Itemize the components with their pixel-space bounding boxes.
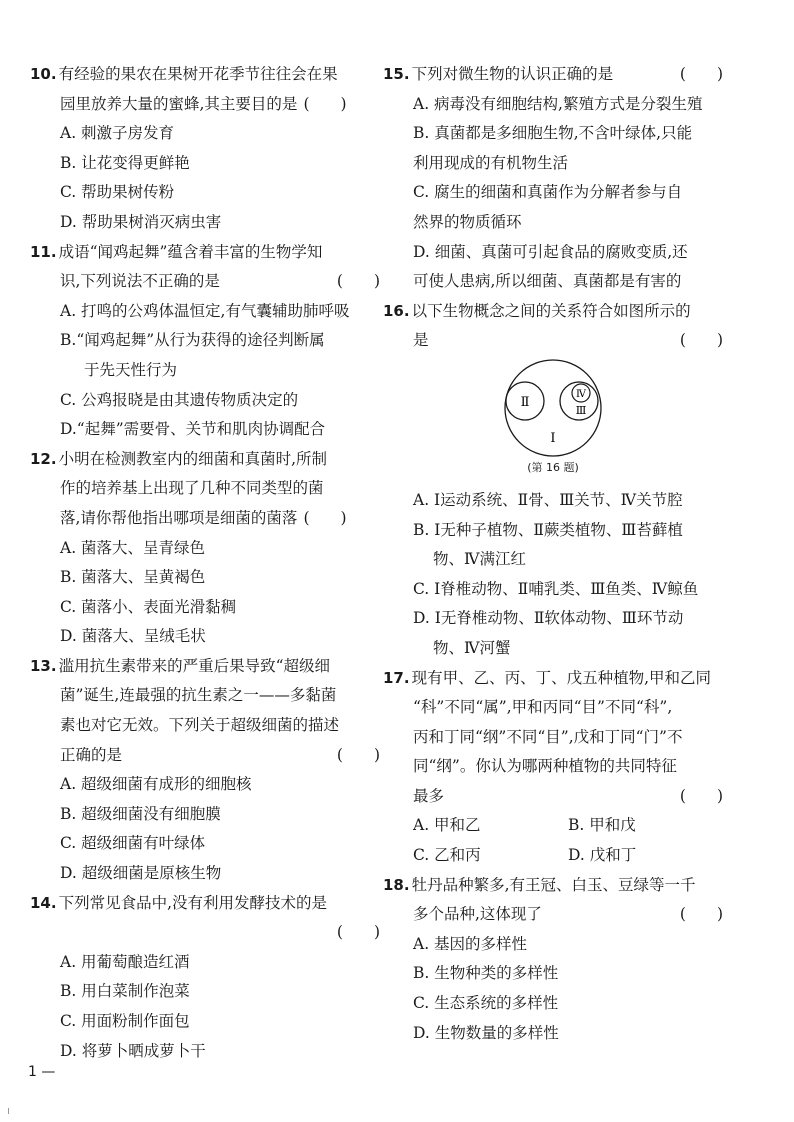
option-d: D. 帮助果树消灭病虫害 [60, 212, 222, 231]
question-text: 素也对它无效。下列关于超级细菌的描述 [60, 716, 340, 735]
option-d-continued: 物、Ⅳ河蟹 [433, 638, 511, 657]
option-d: D.“起舞”需要骨、关节和肌肉协调配合 [60, 420, 326, 439]
answer-blank[interactable]: ( ) [303, 508, 347, 527]
question-13 [30, 652, 380, 889]
answer-blank[interactable]: ( ) [303, 94, 347, 113]
question-text: 正确的是 [60, 745, 123, 764]
question-text: 菌”诞生,连最强的抗生素之一——多黏菌 [60, 686, 337, 705]
option-a: A. 基因的多样性 [413, 934, 528, 953]
option-b: B. 用白菜制作泡菜 [60, 982, 190, 1001]
answer-blank[interactable]: ( ) [679, 905, 723, 924]
label-ii: Ⅱ [520, 394, 530, 410]
question-18 [383, 871, 723, 1049]
option-a: A. 打鸣的公鸡体温恒定,有气囊辅助肺呼吸 [60, 301, 350, 320]
option-a: A. 菌落大、呈青绿色 [60, 538, 206, 557]
option-c: C. Ⅰ脊椎动物、Ⅱ哺乳类、Ⅲ鱼类、Ⅳ鲸鱼 [413, 579, 699, 598]
question-text: “科”不同“属”,甲和丙同“目”不同“科”, [413, 698, 673, 717]
question-text: 同“纲”。你认为哪两种植物的共同特征 [413, 757, 677, 776]
answer-blank[interactable]: ( ) [336, 923, 380, 942]
question-text: 牡丹品种繁多,有王冠、白玉、豆绿等一千 [411, 875, 696, 894]
question-text: 下列对微生物的认识正确的是 [411, 65, 614, 83]
option-b: B. 生物种类的多样性 [413, 964, 559, 983]
option-row-2 [383, 841, 723, 871]
option-a: A. Ⅰ运动系统、Ⅱ骨、Ⅲ关节、Ⅳ关节腔 [413, 490, 683, 509]
page-number: 1 — [28, 1064, 56, 1080]
option-b: B. Ⅰ无种子植物、Ⅱ蕨类植物、Ⅲ苔藓植 [413, 520, 683, 539]
option-d-continued: 可使人患病,所以细菌、真菌都是有害的 [413, 272, 682, 291]
label-i: Ⅰ [550, 430, 556, 446]
option-c-continued: 然界的物质循环 [413, 212, 522, 231]
question-number: 18. [383, 875, 410, 894]
answer-blank[interactable]: ( ) [679, 786, 723, 805]
question-text: 以下生物概念之间的关系符合如图所示的 [411, 301, 691, 320]
option-d: D. Ⅰ无脊椎动物、Ⅱ软体动物、Ⅲ环节动 [413, 609, 684, 628]
question-text: 园里放养大量的蜜蜂,其主要目的是 [60, 94, 298, 113]
option-a: A. 用葡萄酿造红酒 [60, 952, 190, 971]
option-c: C. 用面粉制作面包 [60, 1012, 190, 1030]
question-number: 11. [30, 242, 57, 261]
option-d: D. 生物数量的多样性 [413, 1023, 559, 1042]
option-b-continued: 利用现成的有机物生活 [413, 153, 569, 172]
option-d: D. 将萝卜晒成萝卜干 [60, 1041, 206, 1060]
option-a: A. 刺激子房发育 [60, 124, 175, 143]
option-c: C. 乙和丙 [413, 846, 481, 865]
answer-blank[interactable]: ( ) [679, 65, 723, 83]
option-d: D. 菌落大、呈绒毛状 [60, 627, 206, 646]
question-number: 10. [30, 65, 57, 83]
option-b-continued: 物、Ⅳ满江红 [433, 550, 526, 569]
option-b: B. 让花变得更鲜艳 [60, 153, 190, 172]
question-text: 滥用抗生素带来的严重后果导致“超级细 [58, 656, 331, 675]
question-11 [30, 238, 380, 445]
option-b: B.“闻鸡起舞”从行为获得的途径判断属 [60, 331, 325, 350]
option-b-continued: 于先天性行为 [84, 360, 178, 379]
question-number: 13. [30, 656, 57, 675]
option-c: C. 公鸡报晓是由其遗传物质决定的 [60, 390, 299, 409]
answer-blank[interactable]: ( ) [679, 331, 723, 350]
question-12 [30, 445, 380, 652]
figure-caption: (第 16 题) [527, 460, 579, 474]
venn-figure [383, 358, 723, 486]
label-iii: Ⅲ [575, 403, 587, 417]
question-text: 最多 [413, 786, 445, 805]
option-c: C. 帮助果树传粉 [60, 183, 175, 202]
question-10 [30, 60, 380, 238]
question-17 [383, 664, 723, 871]
label-iv: Ⅳ [576, 388, 586, 400]
option-b: B. 甲和戊 [568, 816, 636, 835]
question-number: 12. [30, 449, 57, 468]
question-text: 丙和丁同“纲”不同“目”,戊和丁同“门”不 [413, 727, 683, 746]
option-c: C. 生态系统的多样性 [413, 994, 559, 1013]
option-d: D. 超级细菌是原核生物 [60, 864, 222, 883]
question-text: 小明在检测教室内的细菌和真菌时,所制 [58, 449, 328, 468]
question-number: 15. [383, 65, 410, 83]
question-15 [383, 60, 723, 297]
option-a: A. 甲和乙 [413, 816, 481, 835]
question-text: 有经验的果农在果树开花季节往往会在果 [58, 65, 338, 83]
venn-diagram [498, 358, 608, 458]
scan-mark [8, 1108, 9, 1114]
answer-blank[interactable]: ( ) [336, 272, 380, 291]
question-number: 16. [383, 301, 410, 320]
question-text: 下列常见食品中,没有利用发酵技术的是 [58, 893, 328, 912]
question-text: 落,请你帮他指出哪项是细菌的菌落 [60, 508, 298, 527]
option-a: A. 超级细菌有成形的细胞核 [60, 775, 252, 794]
question-text: 多个品种,这体现了 [413, 905, 542, 924]
question-number: 14. [30, 893, 57, 912]
right-column [383, 60, 723, 1048]
option-row-1 [383, 811, 723, 841]
question-16 [383, 297, 723, 664]
option-c: C. 腐生的细菌和真菌作为分解者参与自 [413, 183, 683, 202]
left-column [30, 60, 380, 1066]
question-text: 是 [413, 331, 429, 350]
option-c: C. 菌落小、表面光滑黏稠 [60, 597, 237, 616]
option-b: B. 真菌都是多细胞生物,不含叶绿体,只能 [413, 124, 693, 143]
question-text: 成语“闻鸡起舞”蕴含着丰富的生物学知 [58, 242, 323, 261]
option-a: A. 病毒没有细胞结构,繁殖方式是分裂生殖 [413, 94, 703, 113]
question-number: 17. [383, 668, 410, 687]
option-d: D. 细菌、真菌可引起食品的腐败变质,还 [413, 242, 688, 261]
question-text: 识,下列说法不正确的是 [60, 272, 220, 291]
question-14 [30, 889, 380, 1067]
answer-blank[interactable]: ( ) [336, 745, 380, 764]
option-b: B. 超级细菌没有细胞膜 [60, 804, 221, 823]
option-b: B. 菌落大、呈黄褐色 [60, 568, 206, 587]
question-text: 作的培养基上出现了几种不同类型的菌 [60, 479, 324, 498]
option-c: C. 超级细菌有叶绿体 [60, 834, 206, 853]
question-text: 现有甲、乙、丙、丁、戊五种植物,甲和乙同 [411, 668, 712, 687]
option-d: D. 戊和丁 [568, 846, 637, 865]
